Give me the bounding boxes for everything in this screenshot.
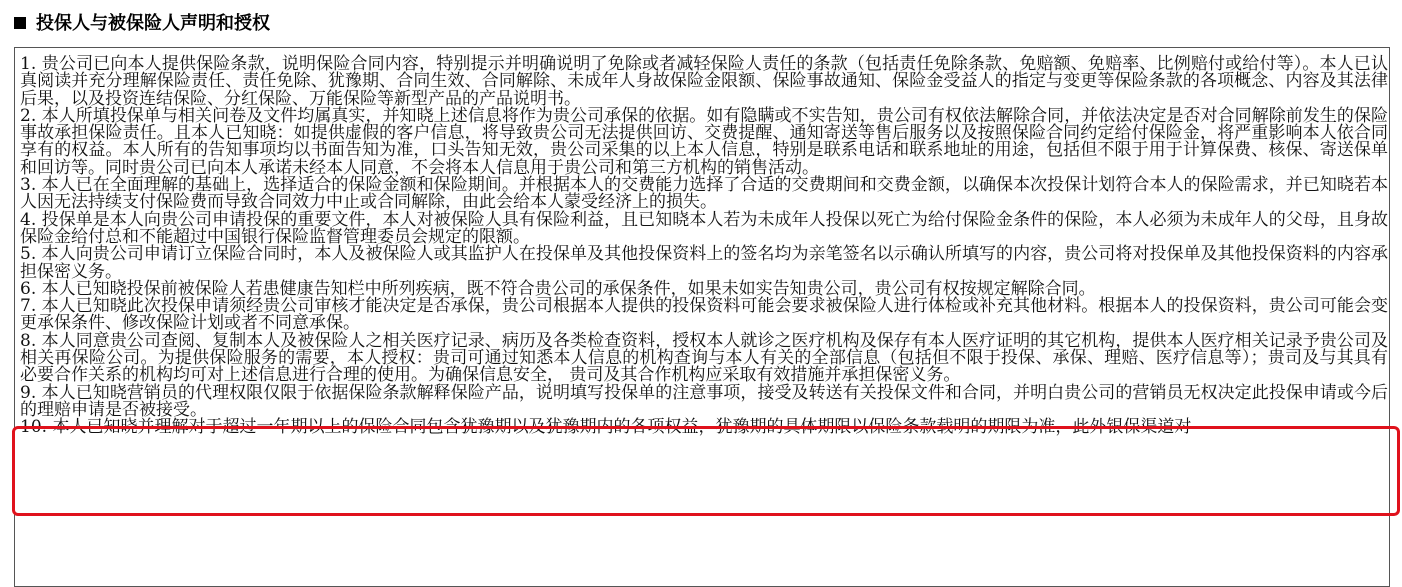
- declaration-text: [20, 56, 1388, 437]
- clause-10: 10. 本人已知晓并理解对于超过一年期以上的保险合同包含犹豫期以及犹豫期内的各项权益，犹豫期的具体期限以保险条款载明的期限为准，此外银保渠道对: [20, 417, 1192, 438]
- section-header: [14, 8, 270, 36]
- clause-8: 8. 本人同意贵公司查阅、复制本人及被保险人之相关医疗记录、病历及各类检查资料，授权本人就诊之医疗机构及保存有本人医疗证明的其它机构，提供本人医疗相关记录予贵公司及相关再保险公司。为提供保险服务的需要，本人授权：贵司可通过知悉本人信息的机构查询与本人有关的全部信息（包括但不限于投保、承保、理赔、医疗信息等）；贵司及与其具有必要合作关系的机构均可对上述信息进行合理的使用。为确保信息安全， 贵司及其合作机构应采取有效措施并承担保密义务。: [20, 330, 1388, 386]
- clause-4: 4. 投保单是本人向贵公司申请投保的重要文件，本人对被保险人具有保险利益，且已知晓本人若为未成年人投保以死亡为给付保险金条件的保险，本人必须为未成年人的父母，且身故保险金给付总和不能超过中国银行保险监督管理委员会规定的限额。: [20, 209, 1388, 247]
- clause-9: 9. 本人已知晓营销员的代理权限仅限于依据保险条款解释保险产品，说明填写投保单的注意事项，接受及转送有关投保文件和合同，并明白贵公司的营销员无权决定此投保申请或今后的理赔申请是否被接受。: [20, 382, 1388, 420]
- clause-3: 3. 本人已在全面理解的基础上，选择适合的保险金额和保险期间。并根据本人的交费能力选择了合适的交费期间和交费金额，以确保本次投保计划符合本人的保险需求，并已知晓若本人因无法持续支付保险费而导致合同效力中止或合同解除，由此会给本人蒙受经济上的损失。: [20, 175, 1388, 213]
- clause-7: 7. 本人已知晓此次投保申请须经贵公司审核才能决定是否承保，贵公司根据本人提供的投保资料可能会要求被保险人进行体检或补充其他材料。根据本人的投保资料，贵公司可能会变更承保条件、修改保险计划或者不同意承保。: [20, 296, 1388, 334]
- black-square-icon: [14, 17, 26, 29]
- clause-5: 5. 本人向贵公司申请订立保险合同时，本人及被保险人或其监护人在投保单及其他投保资料上的签名均为亲笔签名以示确认所填写的内容，贵公司将对投保单及其他投保资料的内容承担保密义务。: [20, 244, 1388, 282]
- clause-1: 1. 贵公司已向本人提供保险条款，说明保险合同内容，特别提示并明确说明了免除或者减轻保险人责任的条款（包括责任免除条款、免赔额、免赔率、比例赔付或给付等）。本人已认真阅读并充分理解保险责任、责任免除、犹豫期、合同生效、合同解除、未成年人身故保险金限额、保险事故通知、保险金受益人的指定与变更等保险条款的各项概念、内容及其法律后果，以及投资连结保险、分红保险、万能保险等新型产品的产品说明书。: [20, 54, 1388, 109]
- clause-6: 6. 本人已知晓投保前被保险人若患健康告知栏中所列疾病，既不符合贵公司的承保条件，如果未如实告知贵公司，贵公司有权按规定解除合同。: [20, 278, 1096, 299]
- clause-2: 2. 本人所填投保单与相关问卷及文件均属真实，并知晓上述信息将作为贵公司承保的依据。如有隐瞒或不实告知，贵公司有权依法解除合同，并依法决定是否对合同解除前发生的保险事故承担保险责任。且本人已知晓：如提供虚假的客户信息，将导致贵公司无法提供回访、交费提醒、通知寄送等售后服务以及按照保险合同约定给付保险金，将严重影响本人依合同享有的权益。本人所有的告知事项均以书面告知为准，口头告知无效，贵公司采集的以上本人信息，特别是联系电话和联系地址的用途，包括但不限于用于计算保费、核保、寄送保单和回访等。同时贵公司已向本人承诺未经本人同意，不会将本人信息用于贵公司和第三方机构的销售活动。: [20, 105, 1388, 178]
- section-title: 投保人与被保险人声明和授权: [36, 13, 270, 34]
